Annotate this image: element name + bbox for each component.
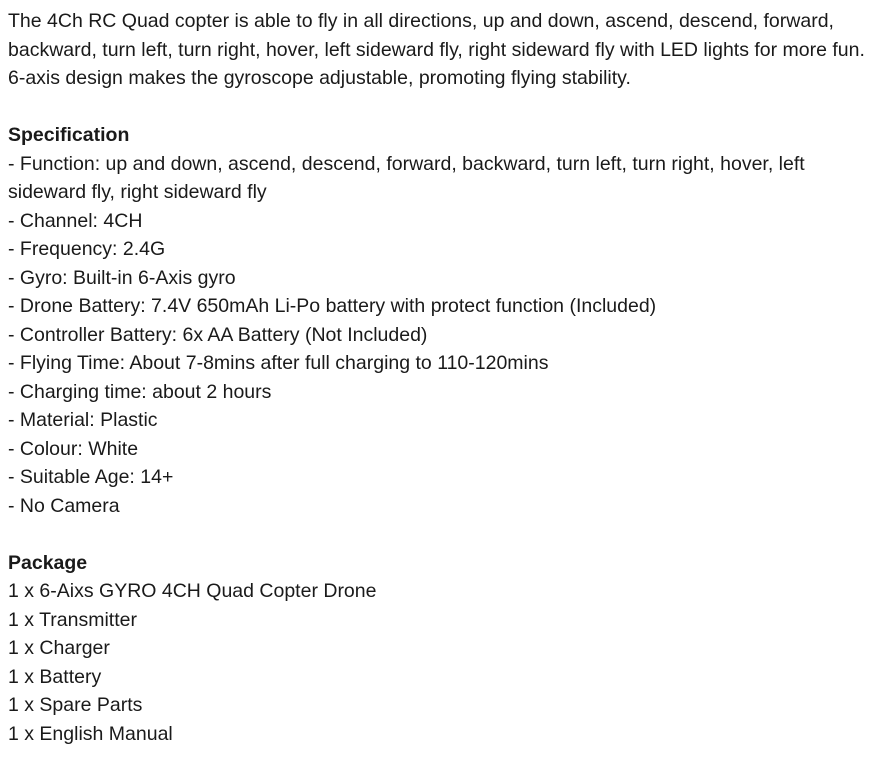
package-item-charger: 1 x Charger <box>8 637 110 659</box>
package-list <box>8 577 878 748</box>
spec-item-suitable-age: - Suitable Age: 14+ <box>8 466 174 488</box>
specification-heading: Specification <box>8 124 130 146</box>
spec-item-camera: - No Camera <box>8 494 120 517</box>
intro-paragraph: The 4Ch RC Quad copter is able to fly in all directions, up and down, ascend, descend, forward, backward, turn left, turn right, hover, left sideward fly, right sideward fly with LED lights for more fun. 6-axis design makes the gyroscope adjustable, promoting flying stability. <box>8 10 865 89</box>
spec-item-drone-battery: - Drone Battery: 7.4V 650mAh Li-Po battery with protect function (Included) <box>8 295 657 317</box>
spacer <box>8 93 878 122</box>
spec-item-channel: - Channel: 4CH <box>8 209 143 232</box>
spec-item-frequency: - Frequency: 2.4G <box>8 238 166 260</box>
spec-item-colour: - Colour: White <box>8 437 139 460</box>
package-item-drone: 1 x 6-Aixs GYRO 4CH Quad Copter Drone <box>8 580 377 602</box>
spec-item-material: - Material: Plastic <box>8 409 158 431</box>
spec-item-gyro: - Gyro: Built-in 6-Axis gyro <box>8 266 236 289</box>
spec-item-controller-battery: - Controller Battery: 6x AA Battery (Not Included) <box>8 323 428 346</box>
spec-item-charging-time: - Charging time: about 2 hours <box>8 380 272 403</box>
package-item-spare-parts: 1 x Spare Parts <box>8 694 143 716</box>
spec-item-function: - Function: up and down, ascend, descend, forward, backward, turn left, turn right, hover, left sideward fly, right sideward fly <box>8 152 805 203</box>
spacer <box>8 520 878 549</box>
package-heading: Package <box>8 551 88 574</box>
package-item-battery: 1 x Battery <box>8 665 102 688</box>
product-description <box>8 7 878 748</box>
package-item-manual: 1 x English Manual <box>8 722 173 745</box>
specification-list <box>8 150 878 521</box>
package-item-transmitter: 1 x Transmitter <box>8 608 137 631</box>
spec-item-flying-time: - Flying Time: About 7-8mins after full charging to 110-120mins <box>8 352 549 374</box>
